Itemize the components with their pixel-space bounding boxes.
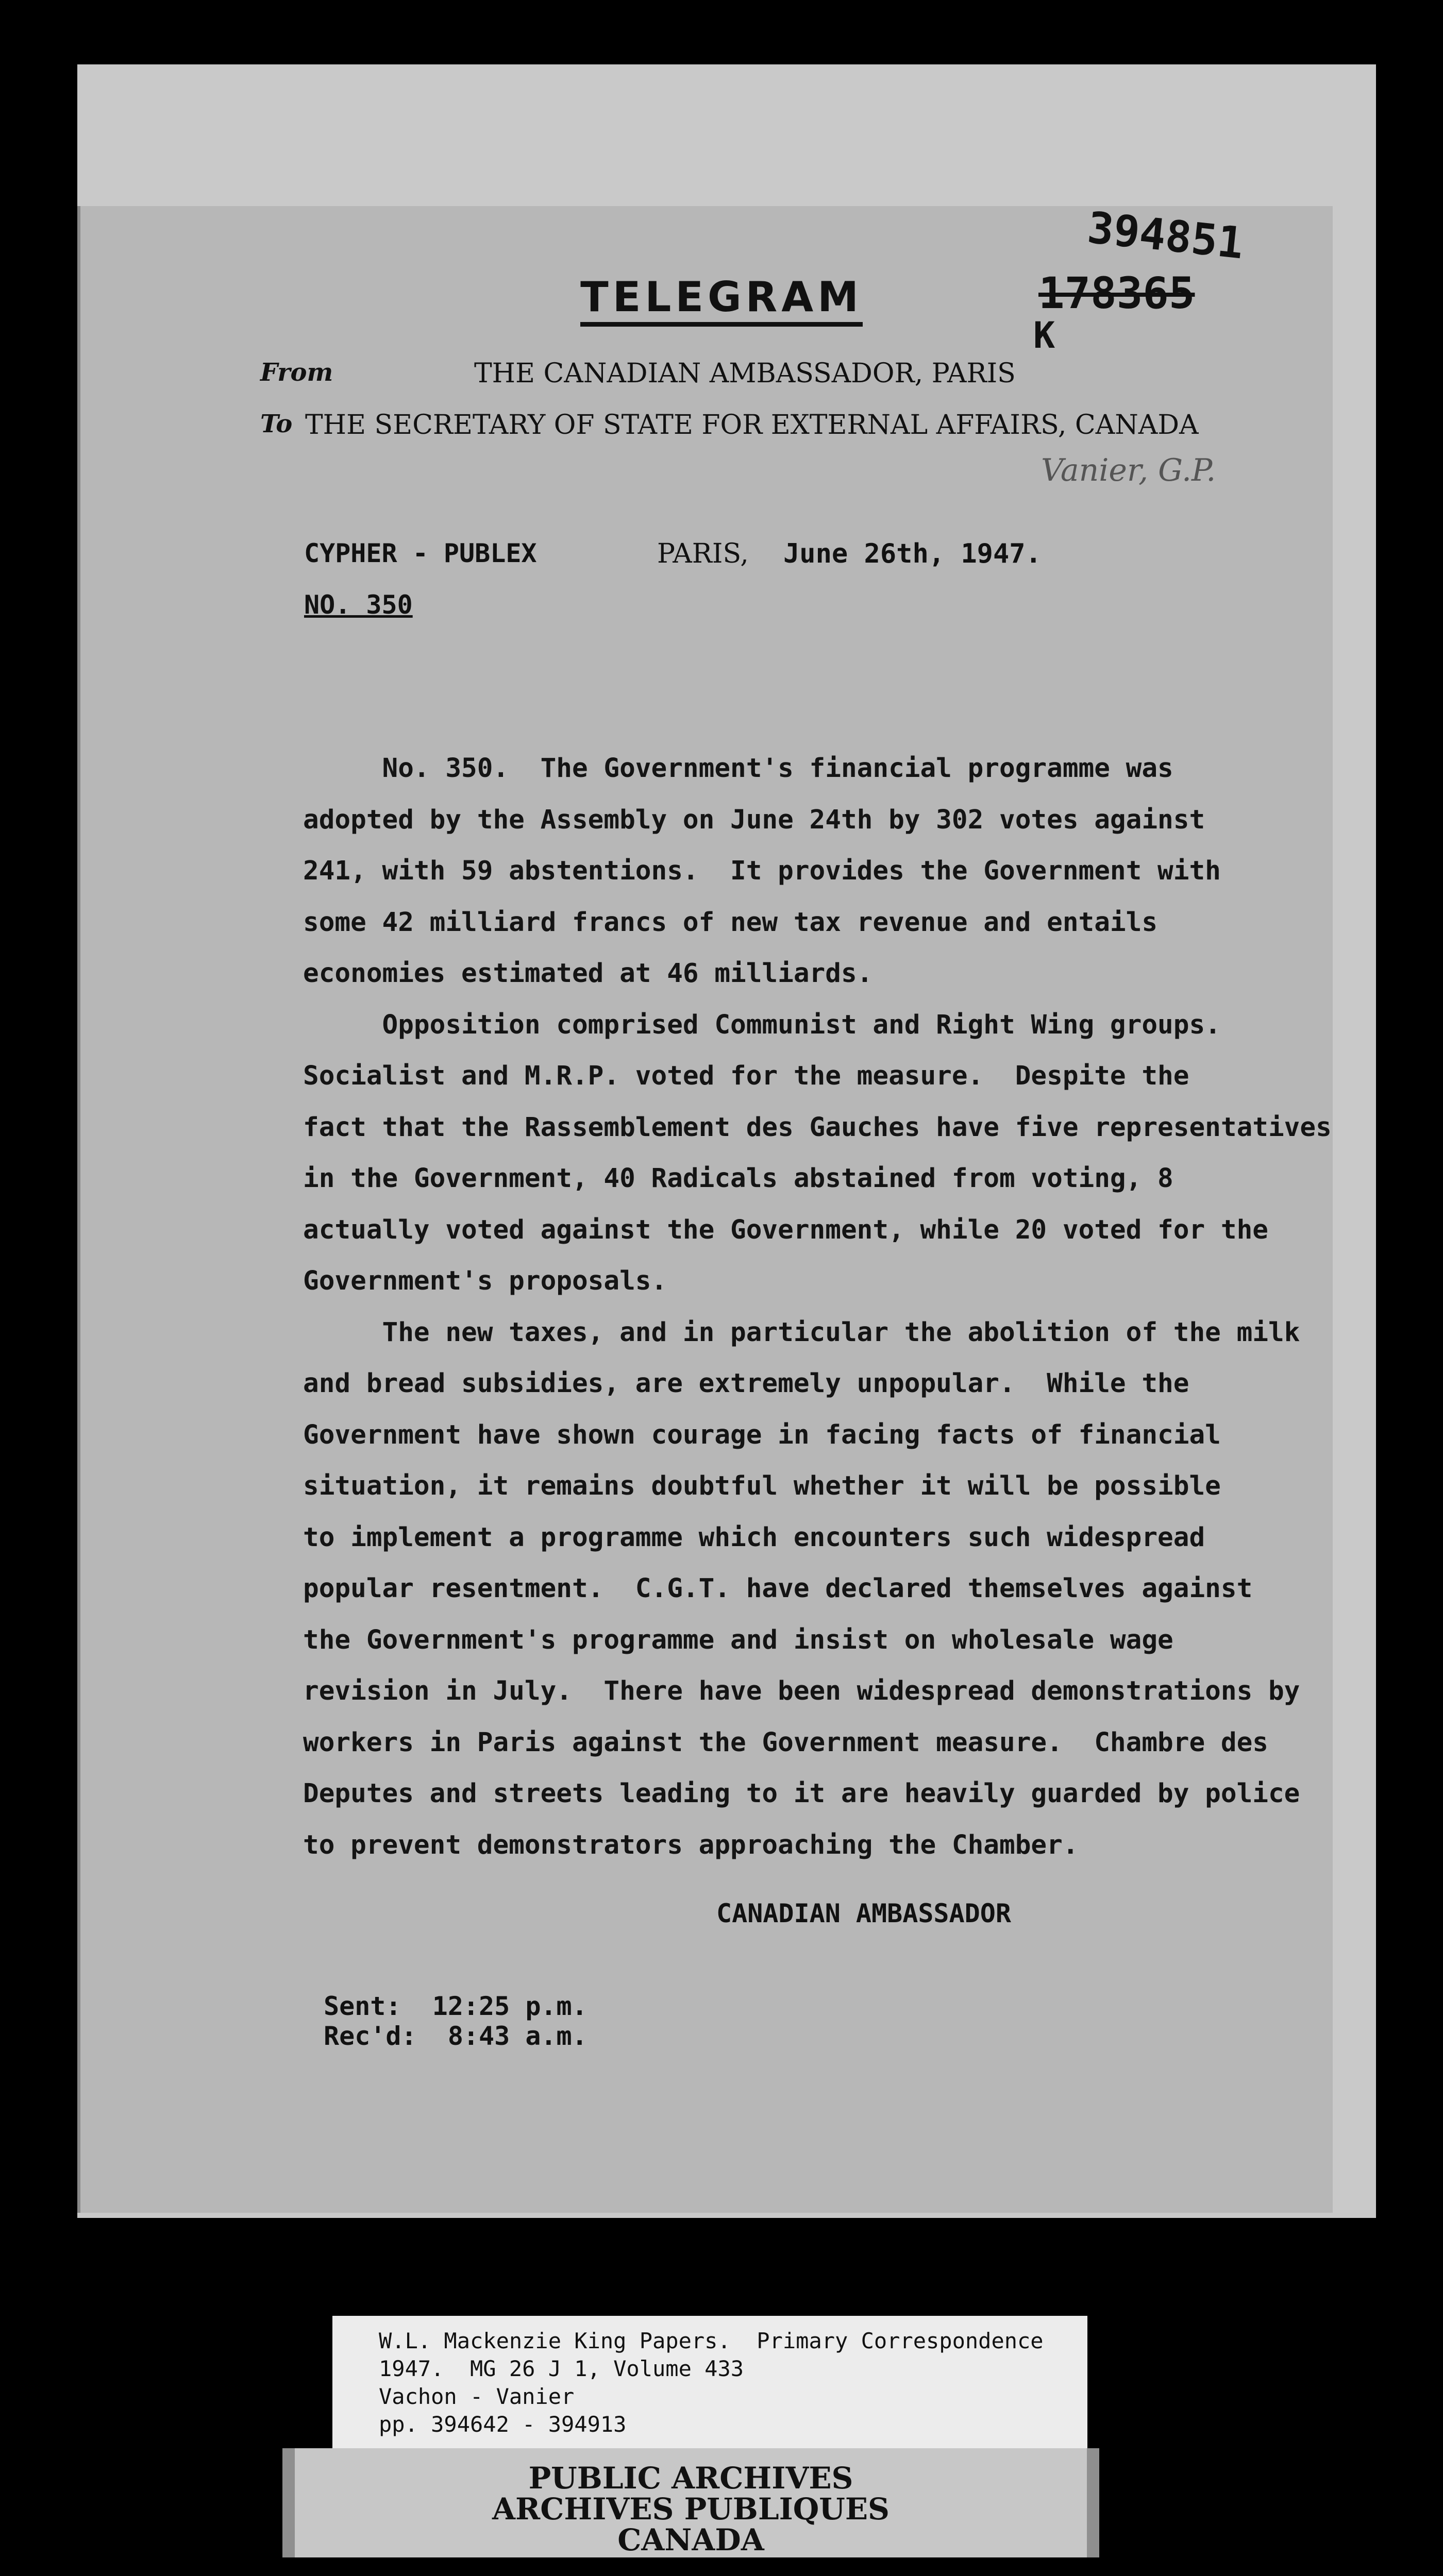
body-line: workers in Paris against the Government measure. Chambre des [303,1727,1268,1758]
body-line: Opposition comprised Communist and Right Wing groups. [303,1009,1221,1040]
body-line: Government have shown courage in facing facts of financial [303,1419,1221,1450]
body-line: situation, it remains doubtful whether it will be possible [303,1471,1221,1501]
place: PARIS, [657,538,749,569]
body-line: to implement a programme which encounters such widespread [303,1522,1205,1553]
old-page-number: 178365 [1038,268,1195,318]
body-line: and bread subsidies, are extremely unpopular. While the [303,1368,1189,1399]
body-line: revision in July. There have been widespread demonstrations by [303,1676,1300,1706]
cypher-line: CYPHER - PUBLEX [304,538,537,568]
stamp-line: PUBLIC ARCHIVES [528,2461,853,2496]
body-line: Socialist and M.R.P. voted for the measure. Despite the [303,1061,1189,1091]
body-line: the Government's programme and insist on wholesale wage [303,1624,1173,1655]
stamp-line: ARCHIVES PUBLIQUES [492,2492,890,2527]
transmission-times [324,1991,588,2051]
body-line: The new taxes, and in particular the abolition of the milk [303,1317,1300,1348]
received-time: Rec'd: 8:43 a.m. [324,2021,588,2051]
date: June 26th, 1947. [783,538,1042,569]
body-line: Deputes and streets leading to it are heavily guarded by police [303,1778,1300,1809]
body-line: in the Government, 40 Radicals abstained from voting, 8 [303,1163,1173,1194]
page-number: 394851 [1085,202,1246,269]
body-line: actually voted against the Government, while 20 voted for the [303,1214,1268,1245]
body-line: No. 350. The Government's financial programme was [303,753,1173,784]
body-line: Government's proposals. [303,1266,667,1296]
archive-label-text [379,2327,1044,2438]
stamp-line: CANADA [617,2522,764,2557]
archive-label-line: 1947. MG 26 J 1, Volume 433 [379,2356,744,2381]
from-label: From [260,358,333,387]
body-line: adopted by the Assembly on June 24th by 302 votes against [303,804,1205,835]
telegram-number: NO. 350 [304,590,413,620]
recipient: THE SECRETARY OF STATE FOR EXTERNAL AFFAIRS, CANADA [305,410,1199,440]
body-line: popular resentment. C.G.T. have declared themselves against [303,1573,1253,1604]
archive-label-line: Vachon - Vanier [379,2384,575,2409]
telegram-body [303,743,1339,1871]
handwritten-signature: Vanier, G.P. [1041,452,1216,488]
document-title: TELEGRAM [0,273,1443,321]
body-line: economies estimated at 46 milliards. [303,958,873,989]
archive-label-line: pp. 394642 - 394913 [379,2412,627,2437]
old-mark: K [1033,314,1055,357]
to-label: To [260,410,293,438]
archives-stamp [282,2448,1099,2557]
sent-time: Sent: 12:25 p.m. [324,1991,588,2021]
archive-label [332,2316,1087,2452]
body-line: some 42 milliard francs of new tax revenue and entails [303,907,1158,938]
closing-signature: CANADIAN AMBASSADOR [716,1899,1011,1928]
body-line: fact that the Rassemblement des Gauches have five representatives [303,1112,1332,1143]
archive-label-line: W.L. Mackenzie King Papers. Primary Correspondence [379,2328,1044,2353]
sender: THE CANADIAN AMBASSADOR, PARIS [474,358,1016,389]
body-line: 241, with 59 abstentions. It provides the Government with [303,856,1221,886]
body-line: to prevent demonstrators approaching the Chamber. [303,1829,1079,1860]
